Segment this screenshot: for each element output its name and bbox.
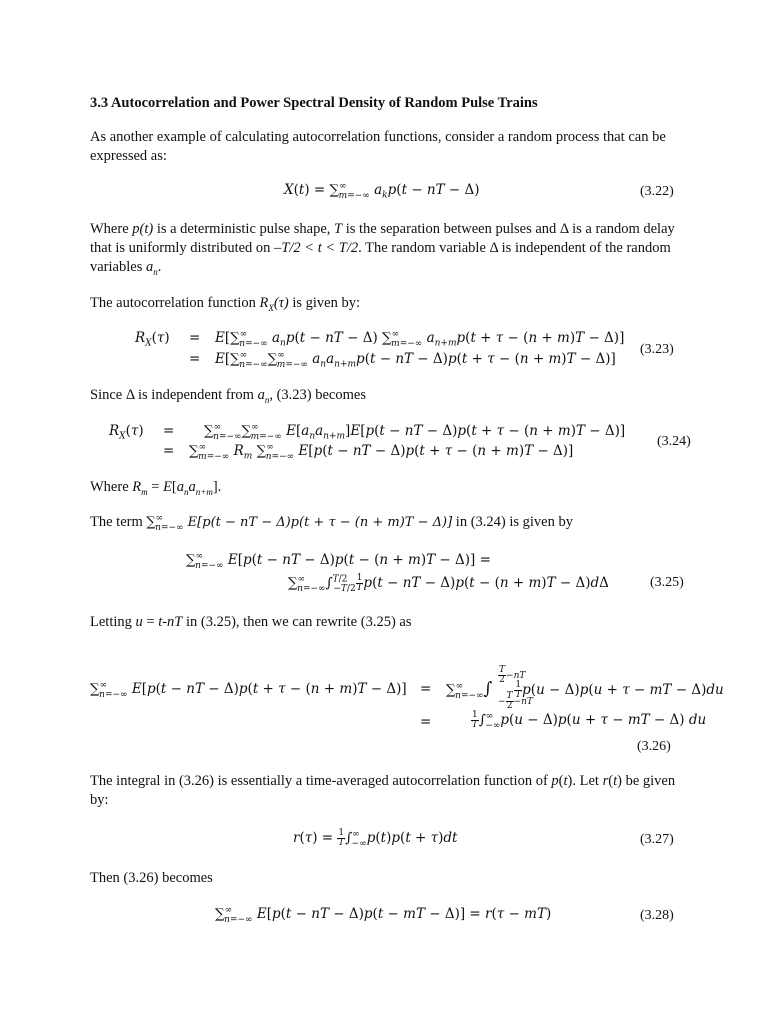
equation-number-3-25: (3.25) bbox=[650, 575, 684, 590]
paragraph-time-averaged: The integral in (3.26) is essentially a time-averaged autocorrelation function of p(t). Let r(t) be given by: bbox=[90, 773, 676, 808]
equation-3-25-line-2: $\sum^\infty_{n=-\infty}\int^{T/2}_{-T/2}$ $\frac{1}{T}$ p(t − nT − Δ)p(t − (n + m)T − Δ)dΔ bbox=[288, 573, 609, 594]
paragraph-intro: As another example of calculating autocorrelation functions, consider a random process that can be expressed as: bbox=[90, 129, 666, 164]
equals-sign: = bbox=[163, 443, 175, 459]
equation-3-28: $\sum^\infty_{n=-\infty}$ E[p(t − nT − Δ)p(t − mT − Δ)] = r(τ − mT) bbox=[215, 905, 552, 925]
equation-number-3-26: (3.26) bbox=[637, 739, 671, 754]
equation-3-26-line-1: $\sum^\infty_{n=-\infty}\int$ $\frac{T}{2}$ −nT − $\frac{T}{2}$ −nT $\frac{1}{T}$ p(u − Δ)p(u + τ − mT − Δ)du bbox=[446, 665, 724, 711]
equation-number-3-24: (3.24) bbox=[657, 434, 691, 449]
equals-sign: = bbox=[189, 330, 201, 346]
equation-3-23-line-1: $E[\sum^\infty_{n=-\infty}$ $a_np(t$ − nT − Δ) $\sum^\infty_{m=-\infty}$ $a_{n+m}p(t + \tau - (n + m)T - \Delta)$] bbox=[215, 329, 625, 349]
equation-3-24-line-2: $\sum^\infty_{m=-\infty}$ $R_m$ $\sum^\infty_{n=-\infty}$ E[p(t − nT − Δ)p(t + τ − (n + m)T − Δ)] bbox=[189, 442, 574, 462]
paragraph-then: Then (3.26) becomes bbox=[90, 870, 213, 886]
paragraph-rm-definition: Where $R_m = E[a_na_{n+m}]$. bbox=[90, 479, 222, 497]
paragraph-pulse-definition: Where p(t) is a deterministic pulse shape, T is the separation between pulses and Δ is a random delay that is uniformly distributed on –T/2 < t < T/2. The random variable Δ is independent of the random variables $a_n$. bbox=[90, 221, 675, 277]
paragraph-independence: Since Δ is independent from $a_n$, (3.23) becomes bbox=[90, 387, 366, 405]
equation-3-27: r(τ) = $\frac{1}{T}$ $\int^\infty_{-\infty}p(t)p(t + \tau)dt$ bbox=[293, 828, 458, 849]
equation-number-3-23: (3.23) bbox=[640, 342, 674, 357]
paragraph-substitution: Letting u = t-nT in (3.25), then we can rewrite (3.25) as bbox=[90, 614, 412, 630]
equation-3-24-line-1: $\sum^\infty_{n=-\infty}\sum^\infty_{m=-\infty}$ $E[a_na_{n+m}]E[p(t$ − nT − Δ)p(t + τ − (n + m)T − Δ)] bbox=[204, 422, 626, 442]
paragraph-autocorrelation-intro: The autocorrelation function $R_X(\tau)$ is given by: bbox=[90, 295, 361, 313]
equals-sign: = bbox=[189, 351, 201, 367]
equation-3-24-lhs: $R_X(\tau)$ bbox=[109, 423, 144, 442]
equation-number-3-22: (3.22) bbox=[640, 184, 674, 199]
equals-sign: = bbox=[420, 714, 432, 730]
equals-sign: = bbox=[420, 681, 432, 697]
paragraph-term: The term $\sum^\infty_{n=-\infty}$ E[p(t − nT − Δ)p(t + τ − (n + m)T − Δ)] in (3.24) is given by bbox=[90, 513, 573, 533]
equation-3-23-lhs: $R_X(\tau)$ bbox=[135, 330, 170, 349]
section-title: 3.3 Autocorrelation and Power Spectral Density of Random Pulse Trains bbox=[90, 95, 538, 111]
equation-number-3-28: (3.28) bbox=[640, 908, 674, 923]
equation-3-26-lhs: $\sum^\infty_{n=-\infty}$ E[p(t − nT − Δ)p(t + τ − (n + m)T − Δ)] bbox=[90, 680, 407, 700]
equation-3-26-line-2: $\frac{1}{T}$ $\int^\infty_{-\infty}p(u - \Delta)p(u + \tau$ − mT − Δ) du bbox=[471, 710, 707, 731]
equation-3-23-line-2: $E[\sum^\infty_{n=-\infty}\sum^\infty_{m=-\infty}$ $a_na_{n+m}p(t$ − nT − Δ)p(t + τ − (n + m)T − Δ)] bbox=[215, 350, 616, 370]
equals-sign: = bbox=[163, 423, 175, 439]
document-page bbox=[90, 0, 724, 1024]
equation-number-3-27: (3.27) bbox=[640, 832, 674, 847]
equation-3-22: $X(t) = \sum^\infty_{m=-\infty}$ $a_kp(t$ − nT − Δ) bbox=[284, 181, 480, 201]
equation-3-25-line-1: $\sum^\infty_{n=-\infty}$ E[p(t − nT − Δ)p(t − (n + m)T − Δ)] = bbox=[186, 551, 491, 571]
